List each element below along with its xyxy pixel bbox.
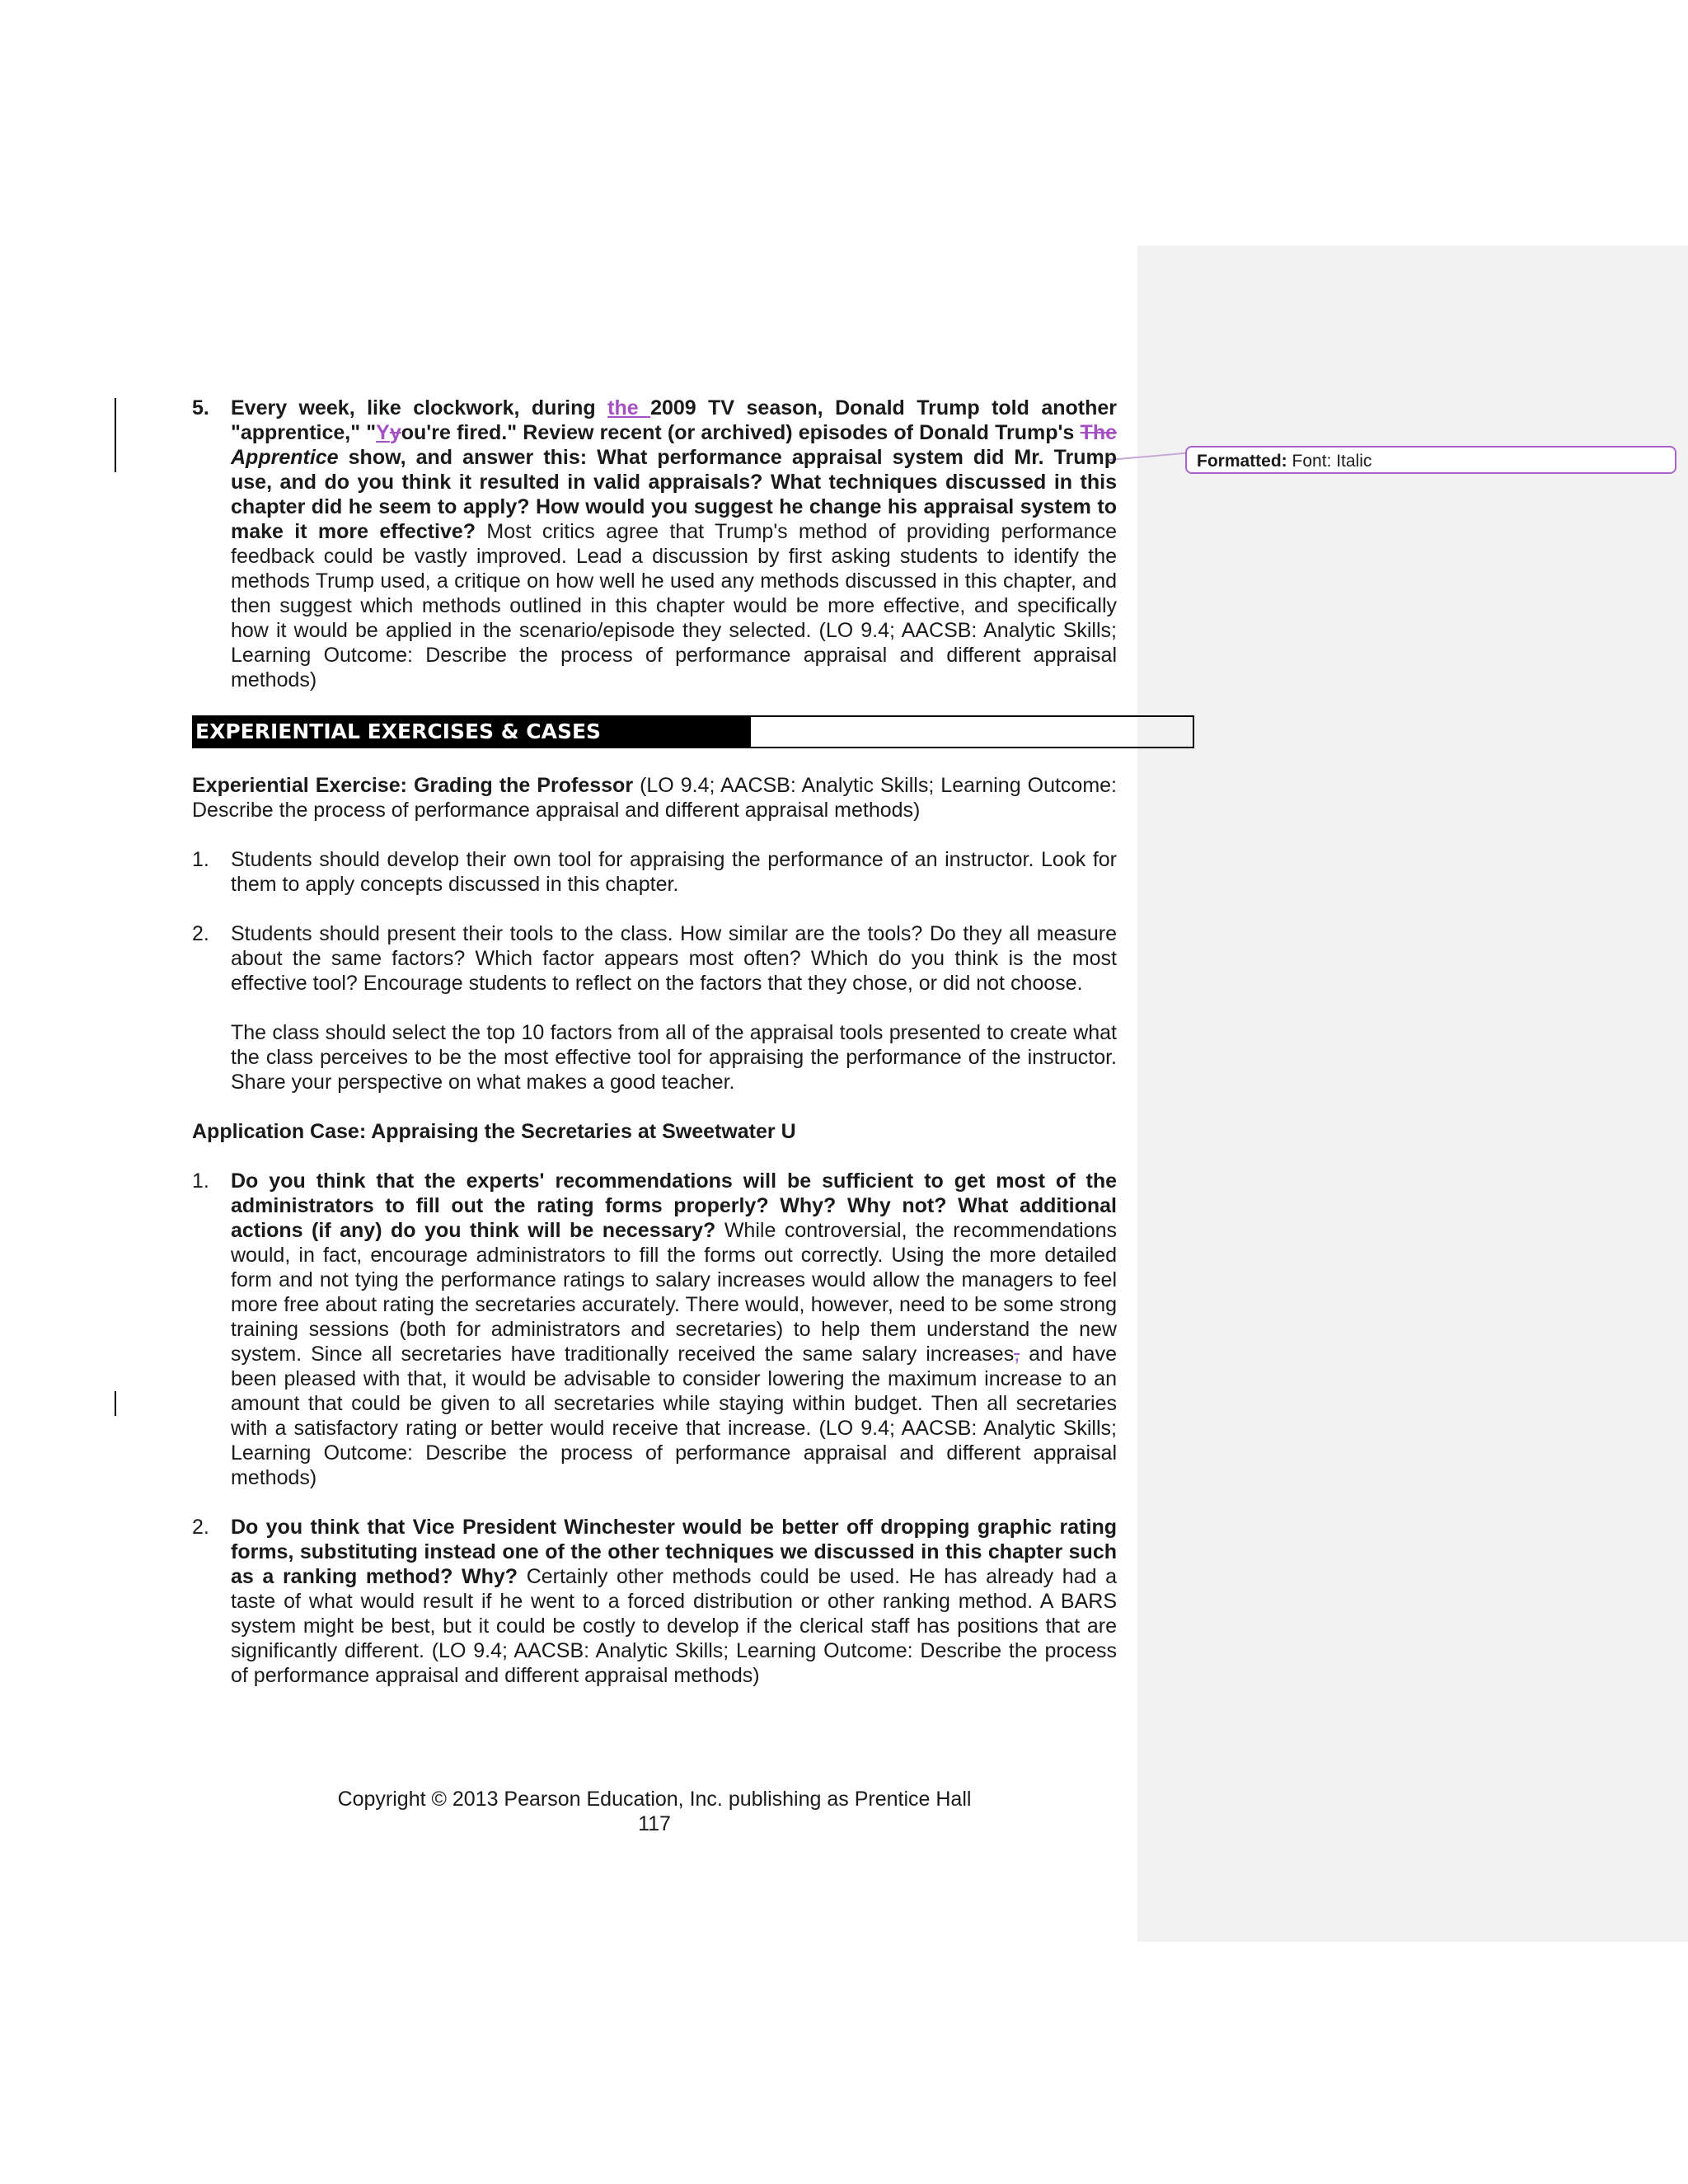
item-number: 5. <box>192 396 209 419</box>
inserted-text: Y <box>376 421 390 444</box>
list-item <box>192 847 1117 897</box>
item-number: 1. <box>192 848 209 871</box>
item-text: Students should present their tools to the class. How similar are the tools? Do they all measure about the same factors? Which factor appears most often? Which do you think is the most effective tool? Encourage students to reflect on the factors that they chose, or did not choose. <box>231 922 1117 995</box>
case-question-2 <box>192 1515 1117 1688</box>
question-text-part: ou're fired." Review recent (or archived) episodes of Donald Trump's <box>401 421 1081 444</box>
exercise-title: Experiential Exercise: Grading the Professor <box>192 774 634 797</box>
item-number: 1. <box>192 1169 209 1193</box>
balloon-value: Font: Italic <box>1292 452 1372 471</box>
question-5 <box>192 396 1117 692</box>
answer-text: and have been pleased with that, it would be advisable to consider lowering the maximum increase to an amount that could be given to all secretaries while staying within budget. Then all secretaries with a satisfactory rating or better would receive that increase. (LO 9.4; AACSB: Analytic Skills; Learning Outcome: Describe the process of performance appraisal and different appraisal methods) <box>231 1343 1117 1489</box>
item-number: 2. <box>192 1516 209 1539</box>
change-bar <box>115 1391 116 1416</box>
answer-text: Certainly other methods could be used. He has already had a taste of what would result if he went to a forced distribution or other ranking method. A BARS system might be best, but it could be costly to develop if the clerical staff has positions that are significantly different. (LO 9.4; AACSB: Analytic Skills; Learning Outcome: Describe the process of performance appraisal and different appraisal methods) <box>231 1565 1118 1687</box>
item-text: Students should develop their own tool for appraising the performance of an instructor. Look for them to apply concepts discussed in this chapter. <box>231 848 1117 896</box>
followup-text: The class should select the top 10 factors from all of the appraisal tools presented to create what the class perceives to be the most effective tool for appraising the performance of the instructor. Share your perspective on what makes a good teacher. <box>231 1021 1117 1094</box>
followup-paragraph <box>192 1020 1117 1094</box>
change-bar <box>115 398 116 472</box>
question-text-part: show, and answer this: What performance appraisal system did Mr. Trump use, and do you think it resulted in valid appraisals? What techniques discussed in this chapter did he seem to apply? How would you suggest he change his appraisal system to make it more effective? <box>231 446 1117 543</box>
page-footer <box>192 1787 1117 1836</box>
list-item <box>192 921 1117 996</box>
case-title: Application Case: Appraising the Secretaries at Sweetwater U <box>192 1120 796 1143</box>
show-title: Apprentice <box>231 446 339 469</box>
question-text-part: Every week, like clockwork, during <box>231 396 608 419</box>
balloon-label: Formatted: <box>1197 452 1287 471</box>
answer-text: While controversial, the recommendations would, in fact, encourage administrators to fill the forms out correctly. Using the more detailed form and not tying the performance ratings to salary increases would allow the managers to feel more free about rating the secretaries accurately. There would, however, need to be some strong training sessions (both for administrators and secretaries) to help them understand the new system. Since all secretaries have traditionally received the same salary increases <box>231 1219 1117 1366</box>
inserted-text: the <box>607 396 651 419</box>
comments-pane <box>1137 246 1688 1942</box>
answer-text: Most critics agree that Trump's method of providing performance feedback could be vastly improved. Lead a discussion by first asking students to identify the methods Trump used, a critique on how well he used any methods discussed in this chapter, and then suggest which methods outlined in this chapter would be more effective, and specifically how it would be applied in the scenario/episode they selected. (LO 9.4; AACSB: Analytic Skills; Learning Outcome: Describe the process of performance appraisal and different appraisal methods) <box>231 520 1117 691</box>
case-question-1 <box>192 1169 1117 1490</box>
section-header-label: EXPERIENTIAL EXERCISES & CASES <box>194 717 751 747</box>
item-number: 2. <box>192 922 209 945</box>
document-body <box>192 396 1117 1688</box>
deleted-text: , <box>1014 1343 1020 1366</box>
question-text: Do you think that Vice President Winchester would be better off dropping graphic rating forms, substituting instead one of the other techniques we discussed in this chapter such as a ranking method? Why? <box>231 1516 1117 1588</box>
page-number: 117 <box>638 1812 671 1835</box>
deleted-text: y <box>389 421 401 444</box>
question-text-part: 2009 TV season, Donald Trump told another "apprentice," " <box>231 396 1117 444</box>
formatting-balloon[interactable] <box>1185 446 1676 474</box>
section-header <box>192 715 1194 748</box>
exercise-intro <box>192 773 1117 823</box>
copyright-notice: Copyright © 2013 Pearson Education, Inc. publishing as Prentice Hall <box>337 1788 972 1811</box>
exercise-tail: (LO 9.4; AACSB: Analytic Skills; Learning Outcome: Describe the process of performance appraisal and different appraisal methods) <box>192 774 1117 822</box>
question-text: Do you think that the experts' recommendations will be sufficient to get most of the administrators to fill out the rating forms properly? Why? Why not? What additional actions (if any) do you think will be necessary? <box>231 1169 1117 1242</box>
deleted-text: The <box>1080 421 1117 444</box>
